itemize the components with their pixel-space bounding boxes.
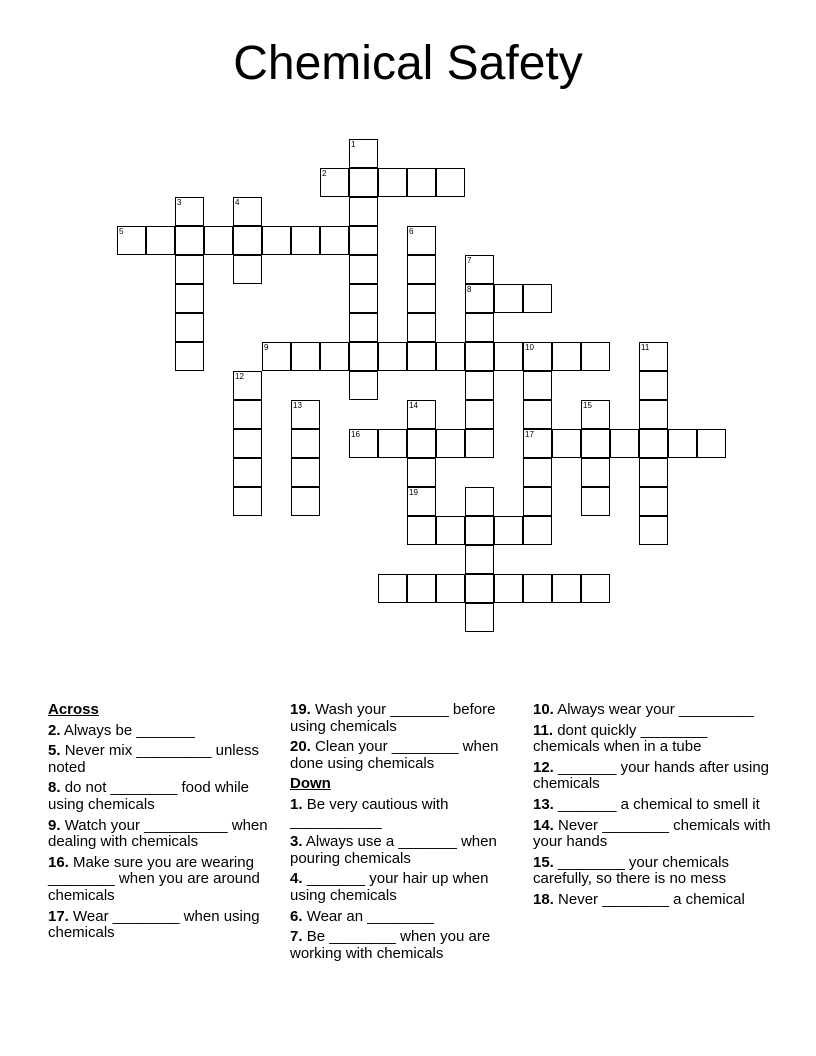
grid-cell[interactable] (465, 313, 494, 342)
grid-cell[interactable] (465, 284, 494, 313)
clue-down-6: 6. Wear an ________ (290, 907, 435, 925)
grid-cell[interactable] (494, 516, 523, 545)
across-heading: Across (48, 701, 99, 718)
grid-cell[interactable] (523, 400, 552, 429)
grid-cell[interactable] (523, 371, 552, 400)
clue-across-20: 20. Clean your ________ when done using chemicals (290, 738, 499, 772)
clue-down-14: 14. Never ________ chemicals with your hands (533, 816, 771, 851)
grid-cell[interactable] (639, 487, 668, 516)
clue-across-5: 5. Never mix _________ unless noted (48, 742, 259, 776)
clue-number: 17 (525, 430, 534, 439)
clue-number: 15 (583, 401, 592, 410)
grid-cell[interactable] (146, 226, 175, 255)
down-heading: Down (290, 775, 331, 793)
grid-cell[interactable] (581, 458, 610, 487)
grid-cell[interactable] (262, 226, 291, 255)
grid-cell[interactable] (494, 284, 523, 313)
page-title: Chemical Safety (233, 37, 583, 90)
grid-cell[interactable] (378, 342, 407, 371)
grid-cell[interactable] (349, 342, 378, 371)
clue-number: 11 (641, 343, 650, 352)
grid-cell[interactable] (291, 429, 320, 458)
clue-number: 14 (409, 401, 418, 410)
grid-cell[interactable] (581, 342, 610, 371)
grid-cell[interactable] (668, 429, 697, 458)
grid-cell[interactable] (175, 313, 204, 342)
grid-cell[interactable] (639, 429, 668, 458)
grid-cell[interactable] (233, 429, 262, 458)
clue-number: 7 (467, 256, 472, 265)
grid-cell[interactable] (291, 342, 320, 371)
grid-cell[interactable] (349, 226, 378, 255)
grid-cell[interactable] (523, 458, 552, 487)
grid-cell[interactable] (349, 313, 378, 342)
clues-column-3 (533, 702, 773, 913)
grid-cell[interactable] (465, 574, 494, 603)
grid-cell[interactable] (407, 429, 436, 458)
grid-cell[interactable] (523, 342, 552, 371)
grid-cell[interactable] (349, 255, 378, 284)
clue-number: 19 (409, 488, 418, 497)
clue-down-10: 10. Always wear your _________ (533, 701, 754, 718)
grid-cell[interactable] (552, 429, 581, 458)
clue-across-19: 19. Wash your _______ before using chemicals (290, 701, 496, 735)
grid-cell[interactable] (204, 226, 233, 255)
clues-column-1 (48, 702, 280, 946)
clue-number: 3 (177, 198, 182, 207)
grid-cell[interactable] (175, 197, 204, 226)
grid-cell[interactable] (291, 226, 320, 255)
grid-cell[interactable] (465, 255, 494, 284)
grid-cell[interactable] (465, 429, 494, 458)
grid-cell[interactable] (407, 284, 436, 313)
grid-cell[interactable] (610, 429, 639, 458)
grid-cell[interactable] (407, 342, 436, 371)
grid-cell[interactable] (233, 255, 262, 284)
clues-column-2 (290, 702, 526, 966)
grid-cell[interactable] (494, 574, 523, 603)
grid-cell[interactable] (523, 574, 552, 603)
clue-number: 5 (119, 227, 124, 236)
grid-cell[interactable] (349, 197, 378, 226)
grid-cell[interactable] (523, 516, 552, 545)
grid-cell[interactable] (436, 342, 465, 371)
grid-cell[interactable] (320, 226, 349, 255)
grid-cell[interactable] (349, 168, 378, 197)
clue-number: 1 (351, 140, 356, 149)
clue-down-4: 4. _______ your hair up when using chemicals (290, 870, 489, 904)
clue-down-12: 12. _______ your hands after using chemicals (533, 758, 770, 793)
clue-number: 13 (293, 401, 302, 410)
grid-cell[interactable] (233, 371, 262, 400)
clue-down-15: 15. ________ your chemicals carefully, so there is no mess (533, 853, 729, 888)
grid-cell[interactable] (494, 342, 523, 371)
grid-cell[interactable] (697, 429, 726, 458)
grid-cell[interactable] (465, 487, 494, 516)
grid-cell[interactable] (349, 429, 378, 458)
grid-cell[interactable] (291, 458, 320, 487)
grid-cell[interactable] (320, 168, 349, 197)
grid-cell[interactable] (436, 574, 465, 603)
clue-across-9: 9. Watch your __________ when dealing with chemicals (48, 816, 268, 851)
clue-number: 6 (409, 227, 414, 236)
grid-cell[interactable] (407, 226, 436, 255)
grid-cell[interactable] (436, 429, 465, 458)
grid-cell[interactable] (407, 487, 436, 516)
grid-cell[interactable] (465, 342, 494, 371)
grid-cell[interactable] (175, 226, 204, 255)
grid-cell[interactable] (552, 574, 581, 603)
grid-cell[interactable] (233, 487, 262, 516)
clue-number: 8 (467, 285, 472, 294)
clue-number: 10 (525, 343, 534, 352)
grid-cell[interactable] (175, 255, 204, 284)
grid-cell[interactable] (639, 516, 668, 545)
clue-number: 9 (264, 343, 269, 352)
grid-cell[interactable] (465, 371, 494, 400)
grid-cell[interactable] (407, 255, 436, 284)
grid-cell[interactable] (117, 226, 146, 255)
grid-cell[interactable] (349, 371, 378, 400)
grid-cell[interactable] (407, 458, 436, 487)
grid-cell[interactable] (378, 168, 407, 197)
grid-cell[interactable] (233, 400, 262, 429)
grid-cell[interactable] (523, 487, 552, 516)
grid-cell[interactable] (523, 429, 552, 458)
grid-cell[interactable] (581, 400, 610, 429)
grid-cell[interactable] (552, 342, 581, 371)
grid-cell[interactable] (639, 400, 668, 429)
grid-cell[interactable] (465, 516, 494, 545)
clue-down-18: 18. Never ________ a chemical (533, 890, 745, 908)
grid-cell[interactable] (378, 574, 407, 603)
grid-cell[interactable] (233, 458, 262, 487)
grid-cell[interactable] (349, 284, 378, 313)
grid-cell[interactable] (175, 284, 204, 313)
clue-down-13: 13. _______ a chemical to smell it (533, 795, 760, 813)
grid-cell[interactable] (465, 603, 494, 632)
grid-cell[interactable] (639, 458, 668, 487)
grid-cell[interactable] (378, 429, 407, 458)
clue-number: 16 (351, 430, 360, 439)
grid-cell[interactable] (407, 400, 436, 429)
grid-cell[interactable] (233, 197, 262, 226)
grid-cell[interactable] (407, 516, 436, 545)
grid-cell[interactable] (581, 487, 610, 516)
clue-number: 2 (322, 169, 327, 178)
grid-cell[interactable] (436, 168, 465, 197)
grid-cell[interactable] (407, 313, 436, 342)
grid-cell[interactable] (639, 371, 668, 400)
clue-number: 4 (235, 198, 240, 207)
grid-cell[interactable] (465, 400, 494, 429)
clue-down-11: 11. dont quickly ________ chemicals when in a tube (533, 721, 708, 756)
grid-cell[interactable] (407, 168, 436, 197)
grid-cell[interactable] (262, 342, 291, 371)
grid-cell[interactable] (291, 400, 320, 429)
clue-number: 12 (235, 372, 244, 381)
grid-cell[interactable] (436, 516, 465, 545)
clue-across-16: 16. Make sure you are wearing ________ when you are around chemicals (48, 853, 260, 904)
clue-across-2: 2. Always be _______ (48, 721, 195, 739)
clue-down-3: 3. Always use a _______ when pouring chemicals (290, 833, 497, 867)
clue-across-8: 8. do not ________ food while using chemicals (48, 779, 250, 813)
grid-cell[interactable] (233, 226, 262, 255)
grid-cell[interactable] (523, 284, 552, 313)
grid-cell[interactable] (320, 342, 349, 371)
grid-cell[interactable] (639, 342, 668, 371)
clue-across-17: 17. Wear ________ when using chemicals (48, 907, 260, 942)
grid-cell[interactable] (407, 574, 436, 603)
grid-cell[interactable] (465, 545, 494, 574)
grid-cell[interactable] (291, 487, 320, 516)
clue-down-7: 7. Be ________ when you are working with chemicals (290, 928, 491, 962)
grid-cell[interactable] (581, 574, 610, 603)
grid-cell[interactable] (175, 342, 204, 371)
clue-down-1: 1. Be very cautious with ___________ (290, 795, 449, 830)
grid-cell[interactable] (349, 139, 378, 168)
grid-cell[interactable] (581, 429, 610, 458)
